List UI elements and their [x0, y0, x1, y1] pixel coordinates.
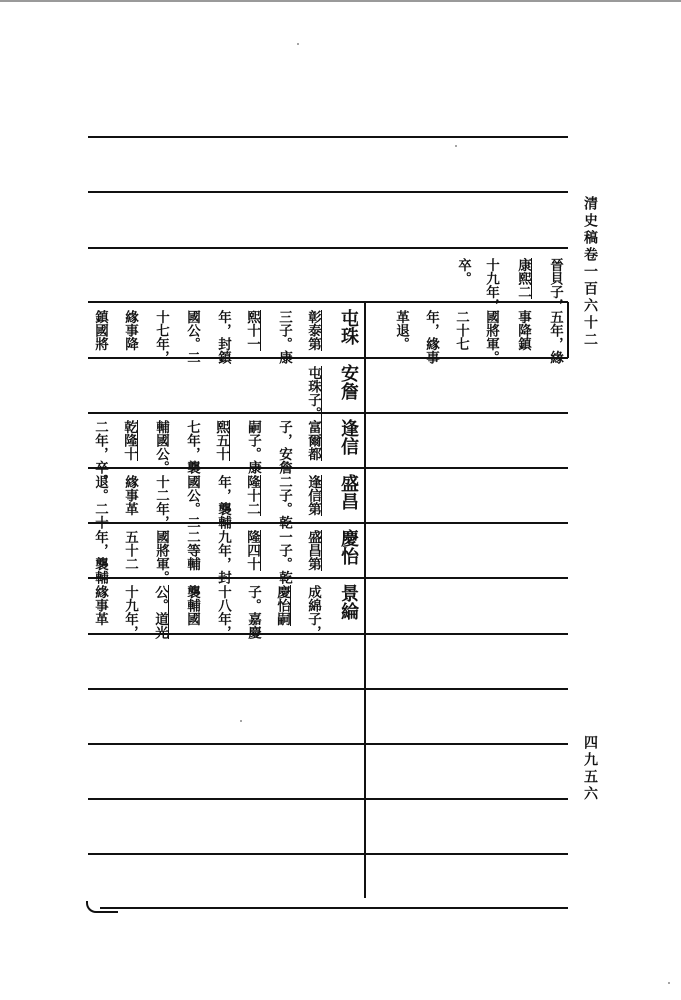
cell-text: 五十二 [122, 530, 138, 571]
cell-text: 年，緣事 [423, 310, 439, 364]
cell-text: 國將軍。 [483, 310, 499, 364]
table-rule [88, 191, 568, 193]
scan-speck [297, 43, 299, 45]
cell-text: 鎮國將 [92, 310, 108, 351]
cell-text: 十九年， [122, 585, 138, 639]
table-rule [88, 853, 568, 855]
person-name: 慶怡 [338, 529, 359, 565]
table-rule [88, 412, 568, 414]
table-rule [88, 798, 568, 800]
cell-text: 輔國公。 [153, 420, 169, 474]
cell-text: 年，襲輔 [92, 530, 108, 584]
cell-text: 國公。二 [184, 475, 200, 529]
cell-text: 二十七 [453, 310, 469, 351]
table-rule [88, 247, 568, 249]
cell-text: 子。嘉慶 [245, 585, 261, 639]
cell-text: 二子。乾 [276, 475, 292, 529]
cell-text: 革退。 [393, 310, 409, 351]
person-name: 逢信 [338, 419, 359, 455]
cell-text: 十二年， [153, 475, 169, 529]
person-name: 屯珠 [338, 309, 359, 345]
cell-text: 緣事降 [122, 310, 138, 351]
cell-text: 一子。乾 [276, 530, 292, 584]
cell-text: 逢信第 [305, 475, 321, 516]
cell-text: 三子。康 [276, 310, 292, 364]
cell-text: 嗣子。康 [245, 420, 261, 474]
cell-text: 十九年， [483, 258, 499, 312]
column-divider-main [364, 302, 366, 898]
cell-text: 九年，封 [215, 530, 231, 584]
cell-text: 國將軍。 [153, 530, 169, 584]
cell-text: 退。二十 [92, 475, 108, 529]
cell-text: 公。道光 [152, 585, 168, 639]
cell-text: 年，襲輔 [215, 475, 231, 529]
cell-text: 康熙二 [515, 258, 531, 299]
cell-text: 年，封鎮 [215, 310, 231, 364]
cell-text: 屯珠子。 [305, 366, 321, 420]
cell-text: 事降鎮 [515, 310, 531, 351]
cell-text: 緣事革 [122, 475, 138, 516]
cell-text: 成綿子， [305, 585, 321, 639]
cell-text: 襲輔國 [184, 585, 200, 626]
table-rule-bottom [100, 907, 568, 909]
cell-text: 熙十一 [244, 310, 260, 351]
cell-text: 隆四十 [244, 530, 260, 571]
cell-text: 慶怡嗣 [274, 585, 290, 626]
person-name: 盛昌 [338, 474, 359, 510]
scan-speck [240, 720, 242, 722]
cell-text: 盛昌第 [305, 530, 321, 571]
column-divider-right [567, 302, 569, 358]
cell-text: 十七年， [153, 310, 169, 364]
book-title: 清史稿卷一百六十二 [582, 196, 598, 349]
cell-text: 緣事革 [92, 585, 108, 626]
scan-speck [455, 145, 457, 147]
cell-text: 二等輔 [184, 530, 200, 571]
scan-speck [668, 982, 670, 984]
person-name: 景綸 [338, 584, 359, 620]
table-rule [88, 688, 568, 690]
table-rule [88, 743, 568, 745]
cell-text: 隆十二 [244, 475, 260, 516]
bottom-corner-curve [86, 901, 118, 913]
cell-text: 彰泰第 [305, 310, 321, 351]
cell-text: 七年，襲 [184, 420, 200, 474]
cell-text: 晉貝子， [547, 258, 563, 312]
top-edge-line [0, 0, 681, 2]
cell-text: 十八年， [215, 585, 231, 639]
cell-text: 乾隆十 [121, 420, 137, 461]
cell-text: 熙五十 [213, 420, 229, 461]
cell-text: 二年，卒。 [92, 420, 108, 488]
cell-text: 子，安詹 [276, 420, 292, 474]
person-name: 安詹 [338, 364, 359, 400]
cell-text: 卒。 [455, 258, 471, 285]
cell-text: 富爾都 [305, 420, 321, 461]
page-number: 四九五六 [582, 735, 598, 803]
cell-text: 五年，緣 [547, 310, 563, 364]
cell-text: 國公。二 [184, 310, 200, 364]
table-rule [88, 136, 568, 138]
